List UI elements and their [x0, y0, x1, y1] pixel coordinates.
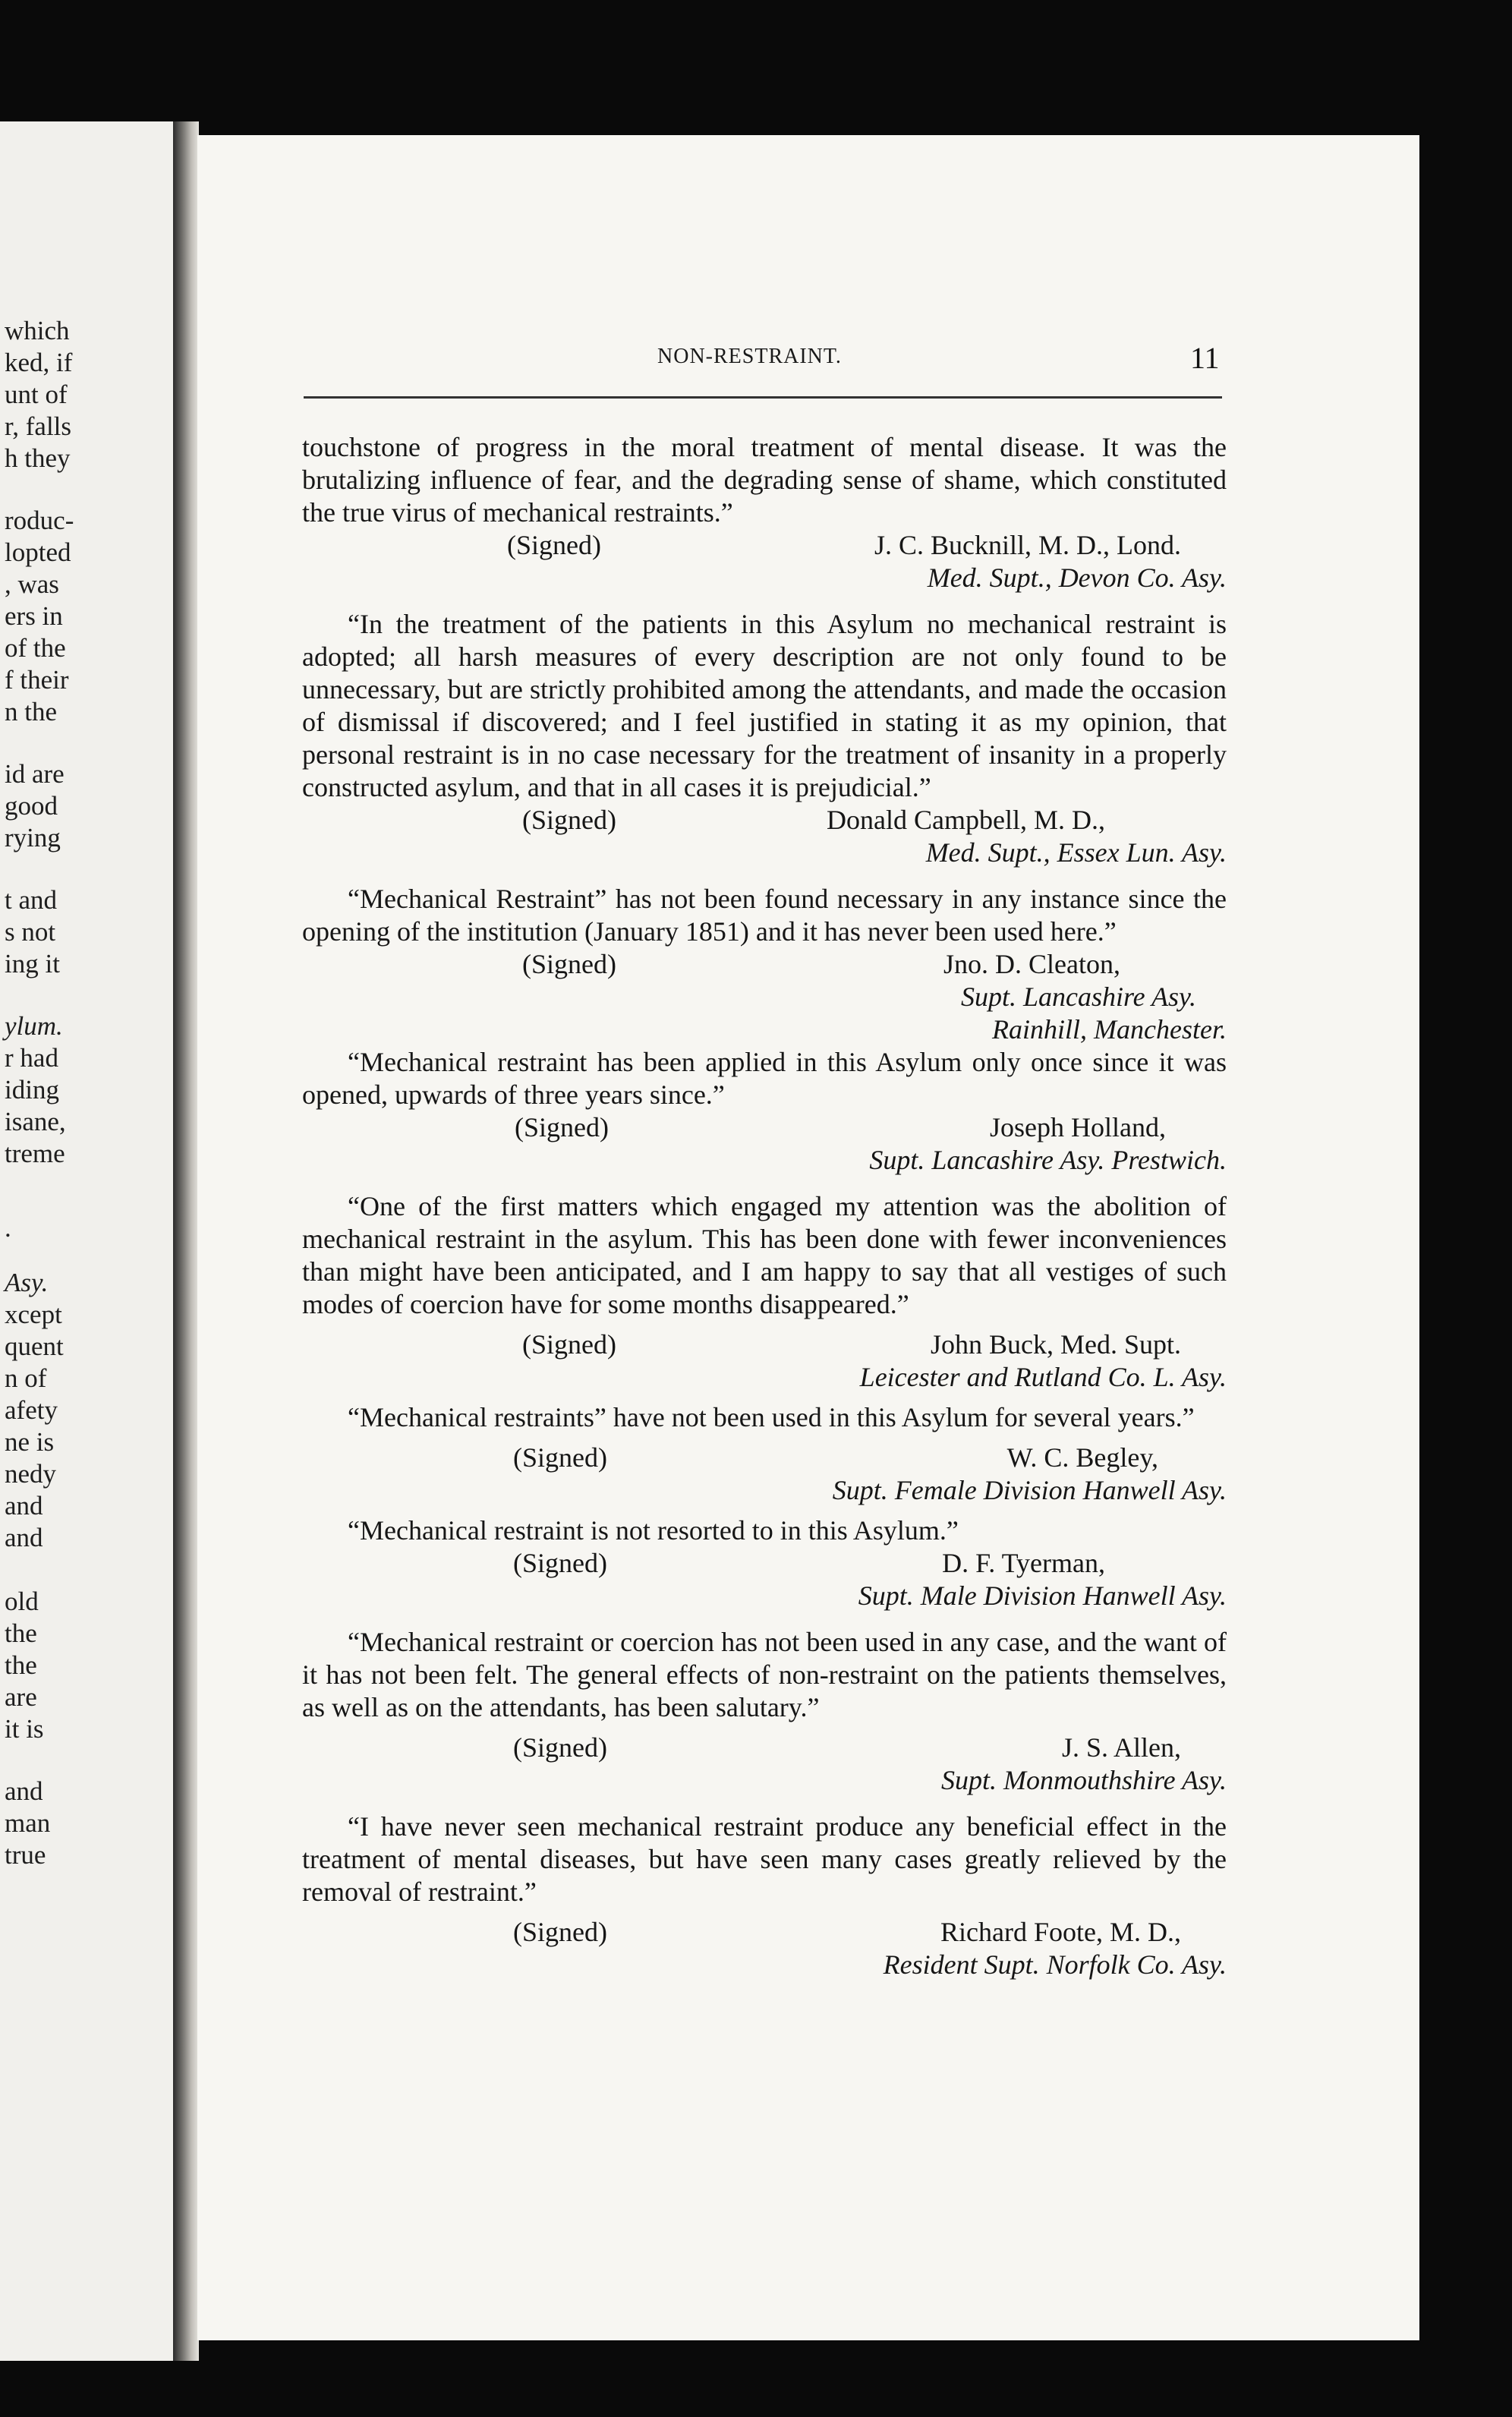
facing-page-text: isane,: [5, 1107, 66, 1136]
header-rule: [304, 396, 1222, 399]
paragraph: “One of the first matters which engaged my attention was the abolition of mechanical restraint in the asylum. This has been done with fewer inconveniences than might have been anticipated, and I am happy to say that all vestiges of such modes of coercion have for some months disappeared.”: [302, 1191, 1227, 1319]
signatory-name: J. C. Bucknill, M. D., Lond.: [874, 530, 1181, 560]
signed-label: (Signed): [513, 1732, 607, 1763]
signatory-title: Leicester and Rutland Co. L. Asy.: [859, 1362, 1227, 1392]
facing-page-text: r, falls: [5, 411, 72, 441]
paragraph: “In the treatment of the patients in this Asylum no mechanical restraint is adopted; all harsh measures of every description are not only found to be unnecessary, but are strictly prohibited among the attendants, and made the occasion of dismissal if discovered; and I feel justified in stating it as my opinion, that personal restraint is in no case necessary for the treatment of insanity in a properly constructed asylum, and that in all cases it is prejudicial.”: [302, 609, 1227, 802]
signatory-name: Jno. D. Cleaton,: [943, 949, 1120, 979]
signatory-title: Rainhill, Manchester.: [992, 1014, 1227, 1045]
signed-label: (Signed): [507, 530, 601, 560]
signatory-name: Donald Campbell, M. D.,: [827, 805, 1105, 835]
facing-page-text: ylum.: [5, 1011, 63, 1041]
facing-page-text: old: [5, 1587, 39, 1616]
signatory-title: Supt. Lancashire Asy.: [960, 982, 1196, 1012]
facing-page-text: .: [5, 1213, 11, 1243]
signatory-name: J. S. Allen,: [1061, 1732, 1181, 1763]
facing-page-text: of the: [5, 633, 66, 663]
page-number: 11: [1190, 341, 1220, 375]
facing-page-text: nedy: [5, 1459, 57, 1489]
facing-page-text: , was: [5, 569, 59, 599]
signed-label: (Signed): [513, 1442, 607, 1473]
facing-page-text: n of: [5, 1363, 47, 1393]
signature-line: [302, 1442, 1227, 1474]
signature-line: [302, 529, 1227, 562]
signature-line: [302, 948, 1227, 981]
facing-page-text: Asy.: [5, 1268, 49, 1297]
facing-page-text: are: [5, 1682, 37, 1712]
facing-page-text: s not: [5, 917, 56, 947]
signature-line: [302, 1111, 1227, 1144]
facing-page-text: afety: [5, 1395, 58, 1425]
page-body: [302, 431, 1227, 1981]
facing-page-fragment: [0, 121, 181, 2361]
facing-page-text: the: [5, 1618, 37, 1648]
signature-line: [302, 1328, 1227, 1361]
facing-page-text: f their: [5, 665, 69, 695]
facing-page-text: and: [5, 1523, 43, 1552]
facing-page-text: roduc-: [5, 506, 74, 535]
signatory-name: Joseph Holland,: [990, 1112, 1166, 1142]
paragraph: “Mechanical restraint or coercion has not been used in any case, and the want of it has not been felt. The general effects of non-restraint on the patients themselves, as well as on the attendants, has been salutary.”: [302, 1627, 1227, 1722]
signed-label: (Signed): [513, 1548, 607, 1578]
signature-line: [302, 1547, 1227, 1580]
facing-page-text: iding: [5, 1075, 59, 1105]
signatory-name: D. F. Tyerman,: [942, 1548, 1105, 1578]
signatory-name: W. C. Begley,: [1006, 1442, 1158, 1473]
signed-label: (Signed): [522, 949, 616, 979]
facing-page-text: ked, if: [5, 348, 73, 377]
signatory-name: Richard Foote, M. D.,: [940, 1917, 1181, 1947]
signatory-title: Med. Supt., Devon Co. Asy.: [927, 562, 1227, 593]
paragraph: “Mechanical Restraint” has not been found necessary in any instance since the opening of the institution (January 1851) and it has never been used here.”: [302, 884, 1227, 947]
facing-page-text: and: [5, 1491, 43, 1520]
facing-page-text: h they: [5, 443, 71, 473]
signatory-title: Med. Supt., Essex Lun. Asy.: [925, 837, 1227, 868]
signatory-title: Supt. Male Division Hanwell Asy.: [858, 1580, 1227, 1611]
facing-page-text: and: [5, 1776, 43, 1806]
facing-page-text: rying: [5, 823, 61, 852]
facing-page-text: xcept: [5, 1300, 62, 1329]
signatory-title: Supt. Lancashire Asy. Prestwich.: [869, 1145, 1227, 1175]
paragraph: “I have never seen mechanical restraint produce any beneficial effect in the treatment of mental diseases, but have seen many cases greatly relieved by the removal of restraint.”: [302, 1811, 1227, 1907]
facing-page-text: lopted: [5, 537, 71, 567]
signed-label: (Signed): [513, 1917, 607, 1947]
facing-page-text: ers in: [5, 601, 63, 631]
signatory-name: John Buck, Med. Supt.: [930, 1329, 1181, 1360]
facing-page-text: good: [5, 791, 58, 821]
signatory-title: Supt. Monmouthshire Asy.: [941, 1765, 1227, 1795]
facing-page-text: unt of: [5, 380, 68, 409]
signatory-title: Resident Supt. Norfolk Co. Asy.: [883, 1949, 1227, 1980]
facing-page-text: quent: [5, 1331, 64, 1361]
book-page: [197, 135, 1419, 2340]
facing-page-text: ne is: [5, 1427, 55, 1457]
signed-label: (Signed): [522, 805, 616, 835]
facing-page-text: it is: [5, 1714, 44, 1744]
paragraph: “Mechanical restraint is not resorted to in this Asylum.”: [348, 1515, 959, 1546]
page-header: [197, 341, 1419, 390]
signed-label: (Signed): [515, 1112, 609, 1142]
facing-page-text: r had: [5, 1043, 58, 1073]
signature-line: [302, 804, 1227, 837]
facing-page-text: true: [5, 1840, 46, 1870]
facing-page-text: n the: [5, 697, 58, 726]
facing-page-text: the: [5, 1650, 37, 1680]
facing-page-text: id are: [5, 759, 65, 789]
signature-line: [302, 1916, 1227, 1949]
facing-page-text: ing it: [5, 949, 60, 978]
signature-line: [302, 1732, 1227, 1764]
facing-page-text: t and: [5, 885, 58, 915]
signed-label: (Signed): [522, 1329, 616, 1360]
facing-page-text: which: [5, 316, 70, 345]
paragraph: touchstone of progress in the moral treatment of mental disease. It was the brutalizing influence of fear, and the degrading sense of shame, which constituted the true virus of mechanical restraints.”: [302, 432, 1227, 528]
paragraph: “Mechanical restraints” have not been used in this Asylum for several years.”: [348, 1402, 1195, 1432]
facing-page-text: treme: [5, 1139, 65, 1168]
facing-page-text: man: [5, 1808, 51, 1838]
running-title: NON-RESTRAINT.: [657, 345, 842, 368]
paragraph: “Mechanical restraint has been applied in this Asylum only once since it was opened, upwards of three years since.”: [302, 1047, 1227, 1110]
signatory-title: Supt. Female Division Hanwell Asy.: [832, 1475, 1227, 1505]
book-gutter: [173, 121, 199, 2361]
